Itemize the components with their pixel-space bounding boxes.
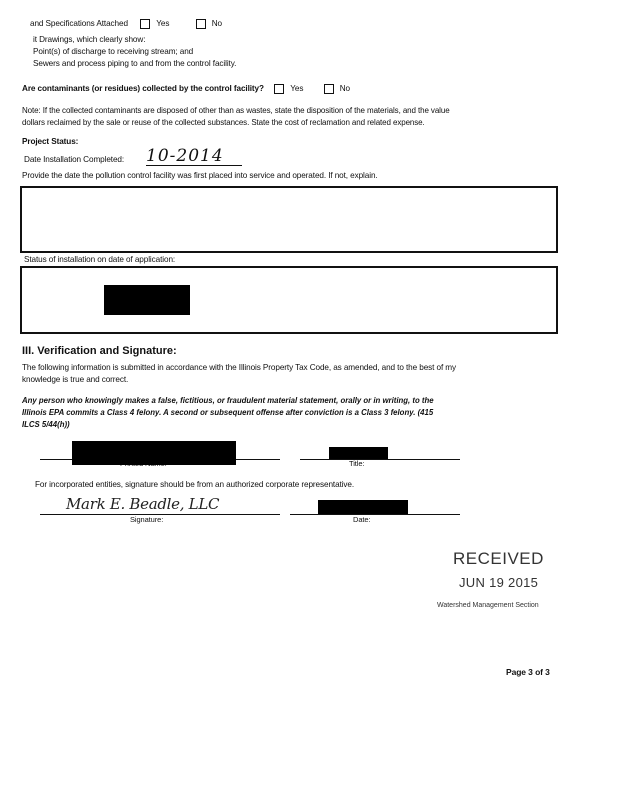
received-stamp-title: RECEIVED [453,549,544,568]
contaminants-yes-label: Yes [290,84,304,94]
signature-date-redaction[interactable] [318,500,408,514]
drawings-item-discharge: Point(s) of discharge to receiving stream; and [33,47,194,56]
contaminants-yes-checkbox[interactable] [274,84,284,94]
installation-status-label: Status of installation on date of application: [24,255,176,264]
contaminants-row [22,84,350,94]
title-label: Title: [349,459,365,468]
date-line [290,514,460,515]
felony-warning-line-3: ILCS 5/44(h)) [22,420,70,429]
plans-attached-label: and Specifications Attached [30,19,128,29]
contaminants-no-label: No [339,84,351,94]
signature-label: Signature: [130,515,164,524]
drawings-label: it Drawings, which clearly show: [33,35,146,44]
service-date-explanation-box[interactable] [20,186,558,253]
received-stamp-date: JUN 19 2015 [459,575,539,590]
plans-no-label: No [211,19,222,29]
installation-status-box[interactable] [20,266,558,334]
contaminants-no-checkbox[interactable] [324,84,334,94]
service-date-instruction: Provide the date the pollution control facility was first placed into service and operated. If not, explain. [22,171,378,180]
verification-text-line-2: knowledge is true and correct. [22,375,129,384]
felony-warning-line-2: Illinois EPA commits a Class 4 felony. A second or subsequent offense after conviction is a Class 3 felony. (415 [22,408,434,417]
title-redaction[interactable] [329,447,388,459]
date-installed-value[interactable]: 10-2014 [146,146,224,166]
contaminants-question: Are contaminants (or residues) collected by the control facility? [22,84,264,94]
plans-no-checkbox[interactable] [196,19,206,29]
printed-name-redaction[interactable] [72,441,236,465]
note-line-2: dollars reclaimed by the sale or reuse of the collected substances. State the cost of reclamation and related expense. [22,118,425,127]
date-installed-underline [146,165,242,166]
felony-warning-line-1: Any person who knowingly makes a false, fictitious, or fraudulent material statement, orally or in writing, to the [22,396,434,405]
page-number: Page 3 of 3 [506,667,550,677]
project-status-heading: Project Status: [22,137,79,146]
signature-value[interactable]: Mark E. Beadle, LLC [66,495,220,513]
installation-status-redaction [104,285,190,315]
verification-heading: III. Verification and Signature: [22,345,177,357]
incorporated-entities-note: For incorporated entities, signature should be from an authorized corporate representative. [35,480,355,489]
plans-yes-checkbox[interactable] [140,19,150,29]
plans-attached-row [30,19,222,29]
received-stamp-section: Watershed Management Section [437,602,539,609]
date-installed-label: Date Installation Completed: [24,155,125,164]
title-line [300,459,460,460]
date-label: Date: [353,515,371,524]
drawings-item-sewers: Sewers and process piping to and from the control facility. [33,59,237,68]
verification-text-line-1: The following information is submitted in accordance with the Illinois Property Tax Code, as amended, and to the best of my [22,363,457,372]
note-line-1: Note: If the collected contaminants are disposed of other than as wastes, state the disposition of the materials, and the value [22,106,450,115]
plans-yes-label: Yes [156,19,170,29]
